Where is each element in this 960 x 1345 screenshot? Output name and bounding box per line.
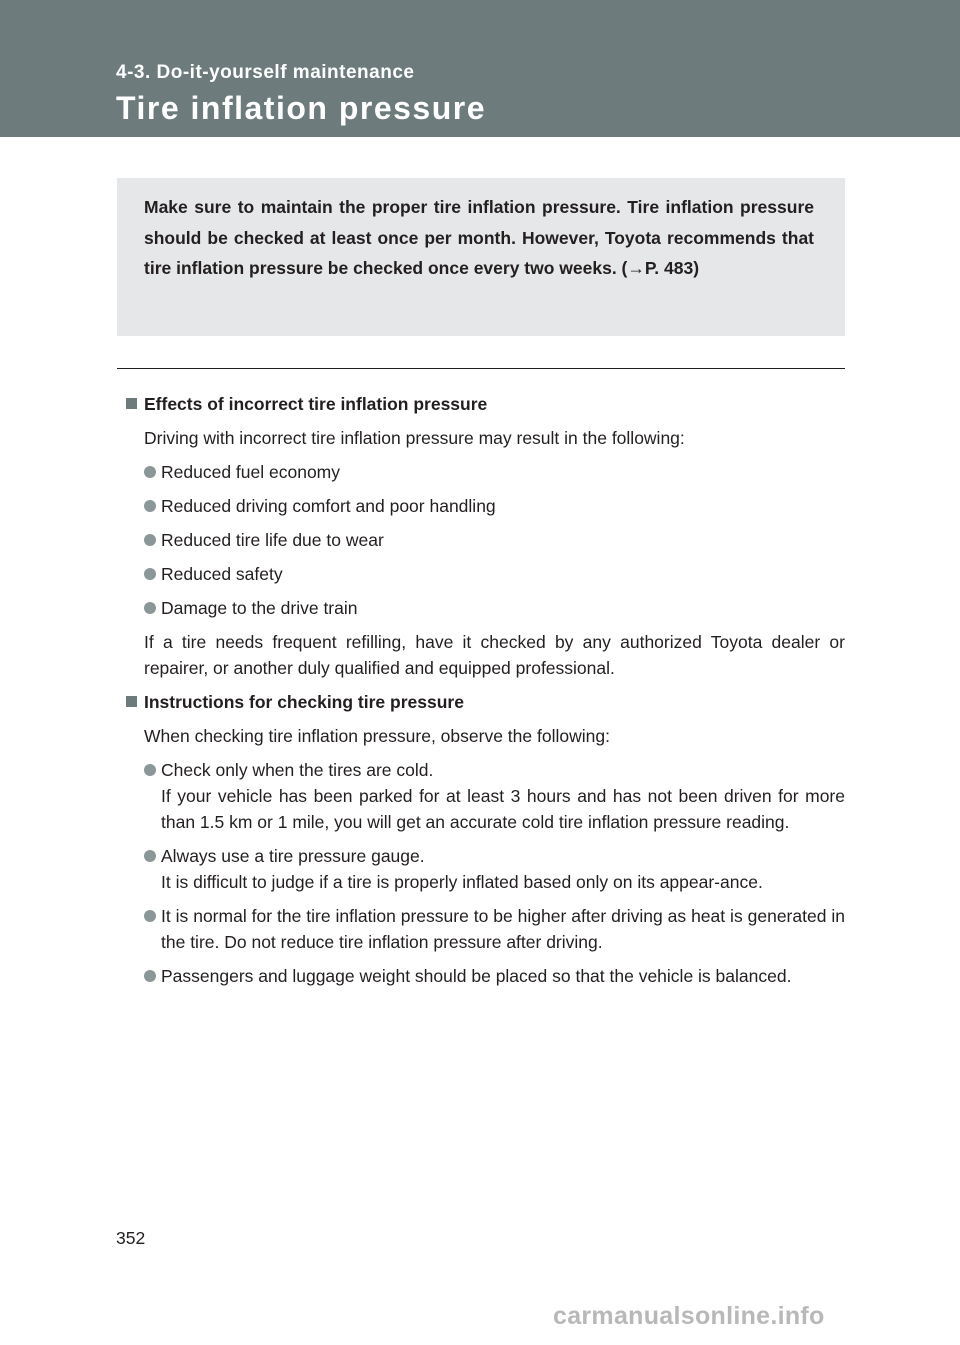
circle-bullet-icon: [144, 568, 156, 580]
section-heading-text: Instructions for checking tire pressure: [144, 692, 464, 712]
section-heading: [126, 689, 845, 715]
list-item-text: Passengers and luggage weight should be placed so that the vehicle is balanced.: [161, 966, 792, 986]
section-heading: [126, 391, 845, 417]
list-item-detail: It is difficult to judge if a tire is properly inflated based only on its appear-ance.: [161, 872, 763, 892]
list-item: [126, 903, 845, 955]
list-item-text: It is normal for the tire inflation pressure to be higher after driving as heat is generated in the tire. Do not reduce tire inflation pressure after driving.: [161, 906, 845, 952]
list-item-text: Damage to the drive train: [161, 598, 358, 618]
list-item: [126, 561, 845, 587]
divider: [117, 368, 845, 369]
section-closing: If a tire needs frequent refilling, have it checked by any authorized Toyota dealer or repairer, or another duly qualified and equipped professional.: [144, 632, 845, 678]
list-item-detail: If your vehicle has been parked for at least 3 hours and has not been driven for more than 1.5 km or 1 mile, you will get an accurate cold tire inflation pressure reading.: [161, 786, 845, 832]
list-item-text: Reduced fuel economy: [161, 462, 340, 482]
list-item: [126, 595, 845, 621]
list-item-text: Reduced tire life due to wear: [161, 530, 384, 550]
page-title: Tire inflation pressure: [116, 90, 486, 126]
list-item: [126, 459, 845, 485]
section-lead: Driving with incorrect tire inflation pressure may result in the following:: [144, 428, 685, 448]
list-item-text: Reduced safety: [161, 564, 283, 584]
circle-bullet-icon: [144, 602, 156, 614]
circle-bullet-icon: [144, 910, 156, 922]
list-item-text: Check only when the tires are cold.: [161, 760, 434, 780]
section-label: 4-3. Do-it-yourself maintenance: [116, 62, 415, 83]
list-item: [126, 493, 845, 519]
circle-bullet-icon: [144, 850, 156, 862]
section-lead: When checking tire inflation pressure, observe the following:: [144, 726, 610, 746]
circle-bullet-icon: [144, 466, 156, 478]
list-item: [126, 757, 845, 835]
list-item: [126, 963, 845, 989]
intro-text: Make sure to maintain the proper tire inflation pressure. Tire inflation pressure should be checked at least once per month. However, Toyota recommends that tire inflation pressure be checked once every two weeks. (→P. 483): [144, 197, 814, 278]
main-content: [126, 391, 845, 997]
intro-box: [117, 178, 845, 336]
list-item-text: Always use a tire pressure gauge.: [161, 846, 425, 866]
watermark: carmanualsonline.info: [553, 1302, 825, 1330]
circle-bullet-icon: [144, 764, 156, 776]
section-heading-text: Effects of incorrect tire inflation pressure: [144, 394, 488, 414]
page-number: 352: [116, 1228, 146, 1248]
circle-bullet-icon: [144, 534, 156, 546]
square-bullet-icon: [126, 398, 137, 409]
list-item: [126, 843, 845, 895]
circle-bullet-icon: [144, 500, 156, 512]
page-header: [0, 0, 960, 137]
list-item-text: Reduced driving comfort and poor handling: [161, 496, 496, 516]
circle-bullet-icon: [144, 970, 156, 982]
list-item: [126, 527, 845, 553]
square-bullet-icon: [126, 696, 137, 707]
